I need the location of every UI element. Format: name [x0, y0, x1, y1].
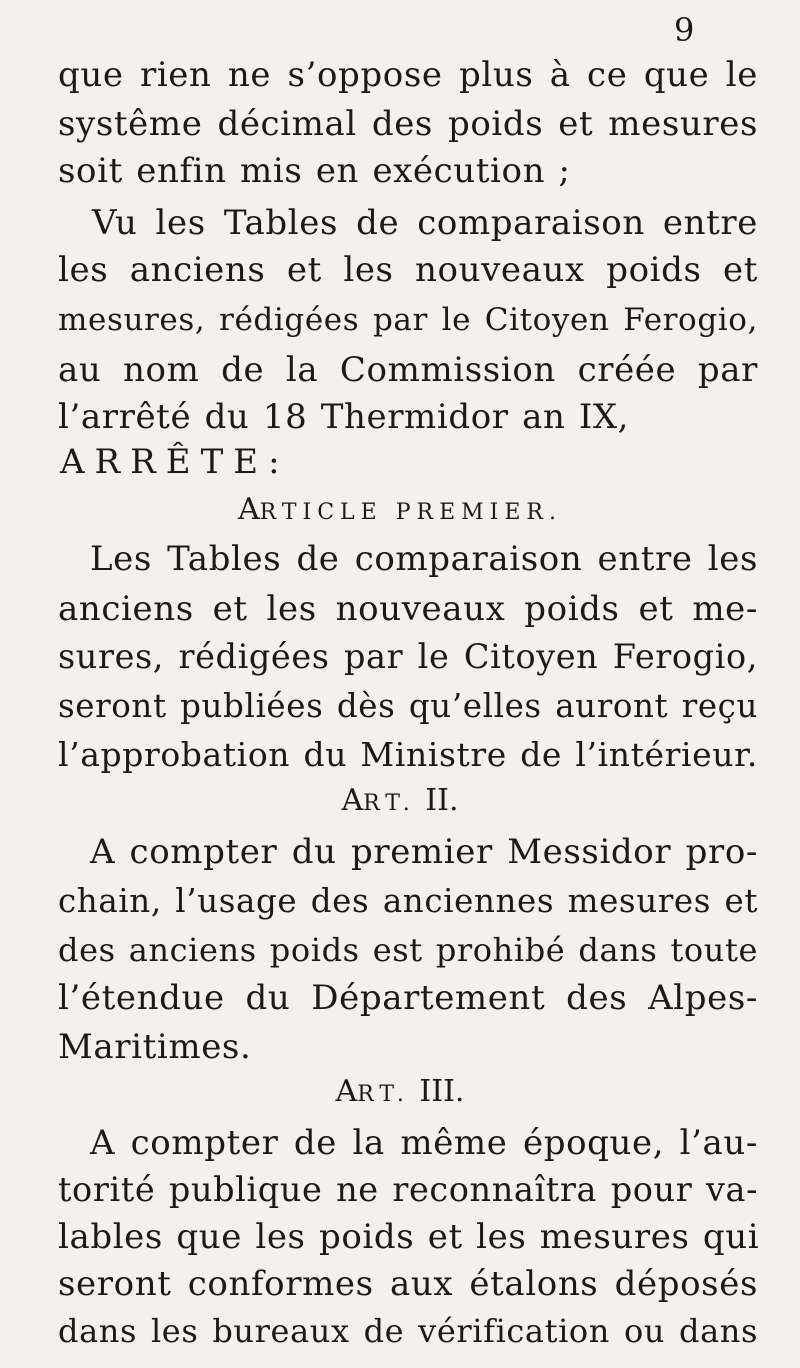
text-line: torité publique ne reconnaîtra pour va-: [58, 1170, 758, 1210]
text-line: au nom de la Commission créée par: [58, 349, 758, 390]
text-line: anciens et les nouveaux poids et me-: [58, 589, 758, 630]
text-line: seront conformes aux étalons déposés: [58, 1264, 758, 1304]
text-line: A compter du premier Messidor pro-: [90, 832, 758, 873]
text-line: lables que les poids et les mesures qui: [58, 1217, 760, 1258]
heading-initial: A: [341, 783, 364, 819]
text-line: l’arrêté du 18 Thermidor an IX,: [58, 396, 630, 437]
text-line: l’étendue du Département des Alpes-: [58, 978, 758, 1019]
text-line: Les Tables de comparaison entre les: [90, 539, 758, 580]
article-heading: [0, 782, 800, 823]
text-line: A compter de la même époque, l’au-: [90, 1123, 758, 1164]
text-line: des anciens poids est prohibé dans toute: [58, 930, 758, 969]
heading-number: III.: [419, 1074, 465, 1110]
text-line: chain, l’usage des anciennes mesures et: [58, 881, 758, 920]
heading-initial: A: [238, 492, 260, 528]
text-line: seront publiées dès qu’elles auront reçu: [58, 686, 758, 725]
text-line: mesures, rédigées par le Citoyen Ferogio,: [58, 301, 758, 338]
text-line: soit enfin mis en exécution ;: [58, 150, 571, 191]
arrete-heading: ARRÊTE:: [60, 441, 290, 482]
text-line: l’approbation du Ministre de l’intérieur.: [58, 734, 758, 774]
text-line: les anciens et les nouveaux poids et: [58, 250, 758, 291]
page-number: 9: [674, 11, 695, 49]
text-line: que rien ne s’oppose plus à ce que le: [58, 55, 758, 95]
heading-smallcaps: RTICLE PREMIER.: [259, 500, 562, 526]
text-line: Vu les Tables de comparaison entre: [92, 203, 758, 244]
heading-number: II.: [425, 783, 459, 819]
heading-smallcaps: RT.: [357, 1082, 410, 1108]
heading-initial: A: [335, 1074, 358, 1110]
heading-smallcaps: RT.: [363, 791, 416, 817]
text-line: dans les bureaux de vérification ou dans: [58, 1312, 758, 1350]
text-line: sures, rédigées par le Citoyen Ferogio,: [58, 636, 758, 676]
text-line: Maritimes.: [58, 1027, 252, 1068]
article-heading: [0, 1073, 800, 1114]
article-heading: [0, 491, 800, 532]
text-line: systême décimal des poids et mesures: [58, 103, 758, 144]
